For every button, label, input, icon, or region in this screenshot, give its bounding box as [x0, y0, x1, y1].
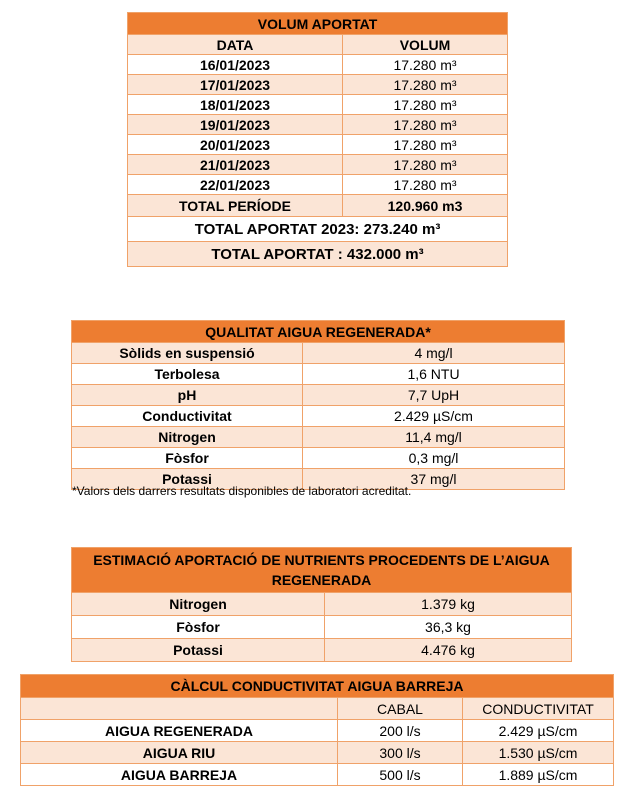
conductivitat-cell: 1.530 µS/cm	[463, 742, 614, 764]
volum-aportat-title: VOLUM APORTAT	[128, 13, 508, 35]
volume-cell: 17.280 m³	[343, 175, 508, 195]
table-row	[72, 639, 572, 662]
table-row	[72, 548, 572, 593]
value-cell: 1,6 NTU	[303, 364, 565, 385]
table-row	[128, 135, 508, 155]
conductivitat-cell: 1.889 µS/cm	[463, 764, 614, 786]
amount-cell: 4.476 kg	[325, 639, 572, 662]
param-cell: Nitrogen	[72, 427, 303, 448]
param-cell: pH	[72, 385, 303, 406]
total-aportat-cell: TOTAL APORTAT : 432.000 m³	[128, 242, 508, 267]
volum-aportat-table	[127, 12, 508, 267]
volume-cell: 17.280 m³	[343, 95, 508, 115]
water-type-cell: AIGUA REGENERADA	[21, 720, 338, 742]
cabal-cell: 300 l/s	[338, 742, 463, 764]
volume-cell: 17.280 m³	[343, 75, 508, 95]
table-row	[21, 698, 614, 720]
date-cell: 16/01/2023	[128, 55, 343, 75]
value-cell: 11,4 mg/l	[303, 427, 565, 448]
barreja-title: CÀLCUL CONDUCTIVITAT AIGUA BARREJA	[21, 675, 614, 698]
column-header-cabal: CABAL	[338, 698, 463, 720]
column-header-volum: VOLUM	[343, 35, 508, 55]
value-cell: 4 mg/l	[303, 343, 565, 364]
amount-cell: 36,3 kg	[325, 616, 572, 639]
nutrient-cell: Fòsfor	[72, 616, 325, 639]
table-row	[128, 217, 508, 242]
table-row	[72, 321, 565, 343]
table-row	[21, 720, 614, 742]
table-row	[128, 115, 508, 135]
qualitat-aigua-table	[71, 320, 565, 490]
table-row	[128, 242, 508, 267]
date-cell: 22/01/2023	[128, 175, 343, 195]
table-row	[128, 55, 508, 75]
table-row	[128, 175, 508, 195]
volume-cell: 17.280 m³	[343, 115, 508, 135]
date-cell: 21/01/2023	[128, 155, 343, 175]
total-periode-label-cell: TOTAL PERÍODE	[128, 195, 343, 217]
cabal-cell: 200 l/s	[338, 720, 463, 742]
table-row	[128, 195, 508, 217]
date-cell: 18/01/2023	[128, 95, 343, 115]
table-row	[72, 593, 572, 616]
table-row	[72, 427, 565, 448]
volume-cell: 17.280 m³	[343, 155, 508, 175]
date-cell: 17/01/2023	[128, 75, 343, 95]
water-type-cell: AIGUA RIU	[21, 742, 338, 764]
footnote-text: *Valors dels darrers resultats disponibles de laboratori acreditat.	[72, 484, 412, 498]
value-cell: 7,7 UpH	[303, 385, 565, 406]
table-row	[128, 95, 508, 115]
nutrient-cell: Nitrogen	[72, 593, 325, 616]
table-row	[21, 742, 614, 764]
param-cell: Fòsfor	[72, 448, 303, 469]
total-aportat-2023-cell: TOTAL APORTAT 2023: 273.240 m³	[128, 217, 508, 242]
table-row	[128, 75, 508, 95]
conductivitat-cell: 2.429 µS/cm	[463, 720, 614, 742]
column-header-conductivitat: CONDUCTIVITAT	[463, 698, 614, 720]
empty-header-cell	[21, 698, 338, 720]
param-cell: Conductivitat	[72, 406, 303, 427]
table-row	[72, 448, 565, 469]
table-row	[72, 616, 572, 639]
volume-cell: 17.280 m³	[343, 135, 508, 155]
param-cell: Potassi	[72, 469, 303, 490]
table-row	[72, 385, 565, 406]
conductivitat-barreja-table	[20, 674, 614, 786]
qualitat-title: QUALITAT AIGUA REGENERADA*	[72, 321, 565, 343]
table-row	[72, 406, 565, 427]
water-type-cell: AIGUA BARREJA	[21, 764, 338, 786]
cabal-cell: 500 l/s	[338, 764, 463, 786]
table-row	[21, 675, 614, 698]
column-header-data: DATA	[128, 35, 343, 55]
value-cell: 2.429 µS/cm	[303, 406, 565, 427]
volume-cell: 17.280 m³	[343, 55, 508, 75]
nutrients-title: ESTIMACIÓ APORTACIÓ DE NUTRIENTS PROCEDENTS DE L’AIGUA REGENERADA	[72, 548, 572, 593]
table-row	[21, 764, 614, 786]
param-cell: Terbolesa	[72, 364, 303, 385]
amount-cell: 1.379 kg	[325, 593, 572, 616]
table-row	[72, 343, 565, 364]
value-cell: 37 mg/l	[303, 469, 565, 490]
nutrients-table	[71, 547, 572, 662]
table-row	[128, 13, 508, 35]
nutrient-cell: Potassi	[72, 639, 325, 662]
value-cell: 0,3 mg/l	[303, 448, 565, 469]
date-cell: 20/01/2023	[128, 135, 343, 155]
table-row	[128, 155, 508, 175]
table-row	[128, 35, 508, 55]
date-cell: 19/01/2023	[128, 115, 343, 135]
table-row	[72, 364, 565, 385]
total-periode-value-cell: 120.960 m3	[343, 195, 508, 217]
param-cell: Sòlids en suspensió	[72, 343, 303, 364]
